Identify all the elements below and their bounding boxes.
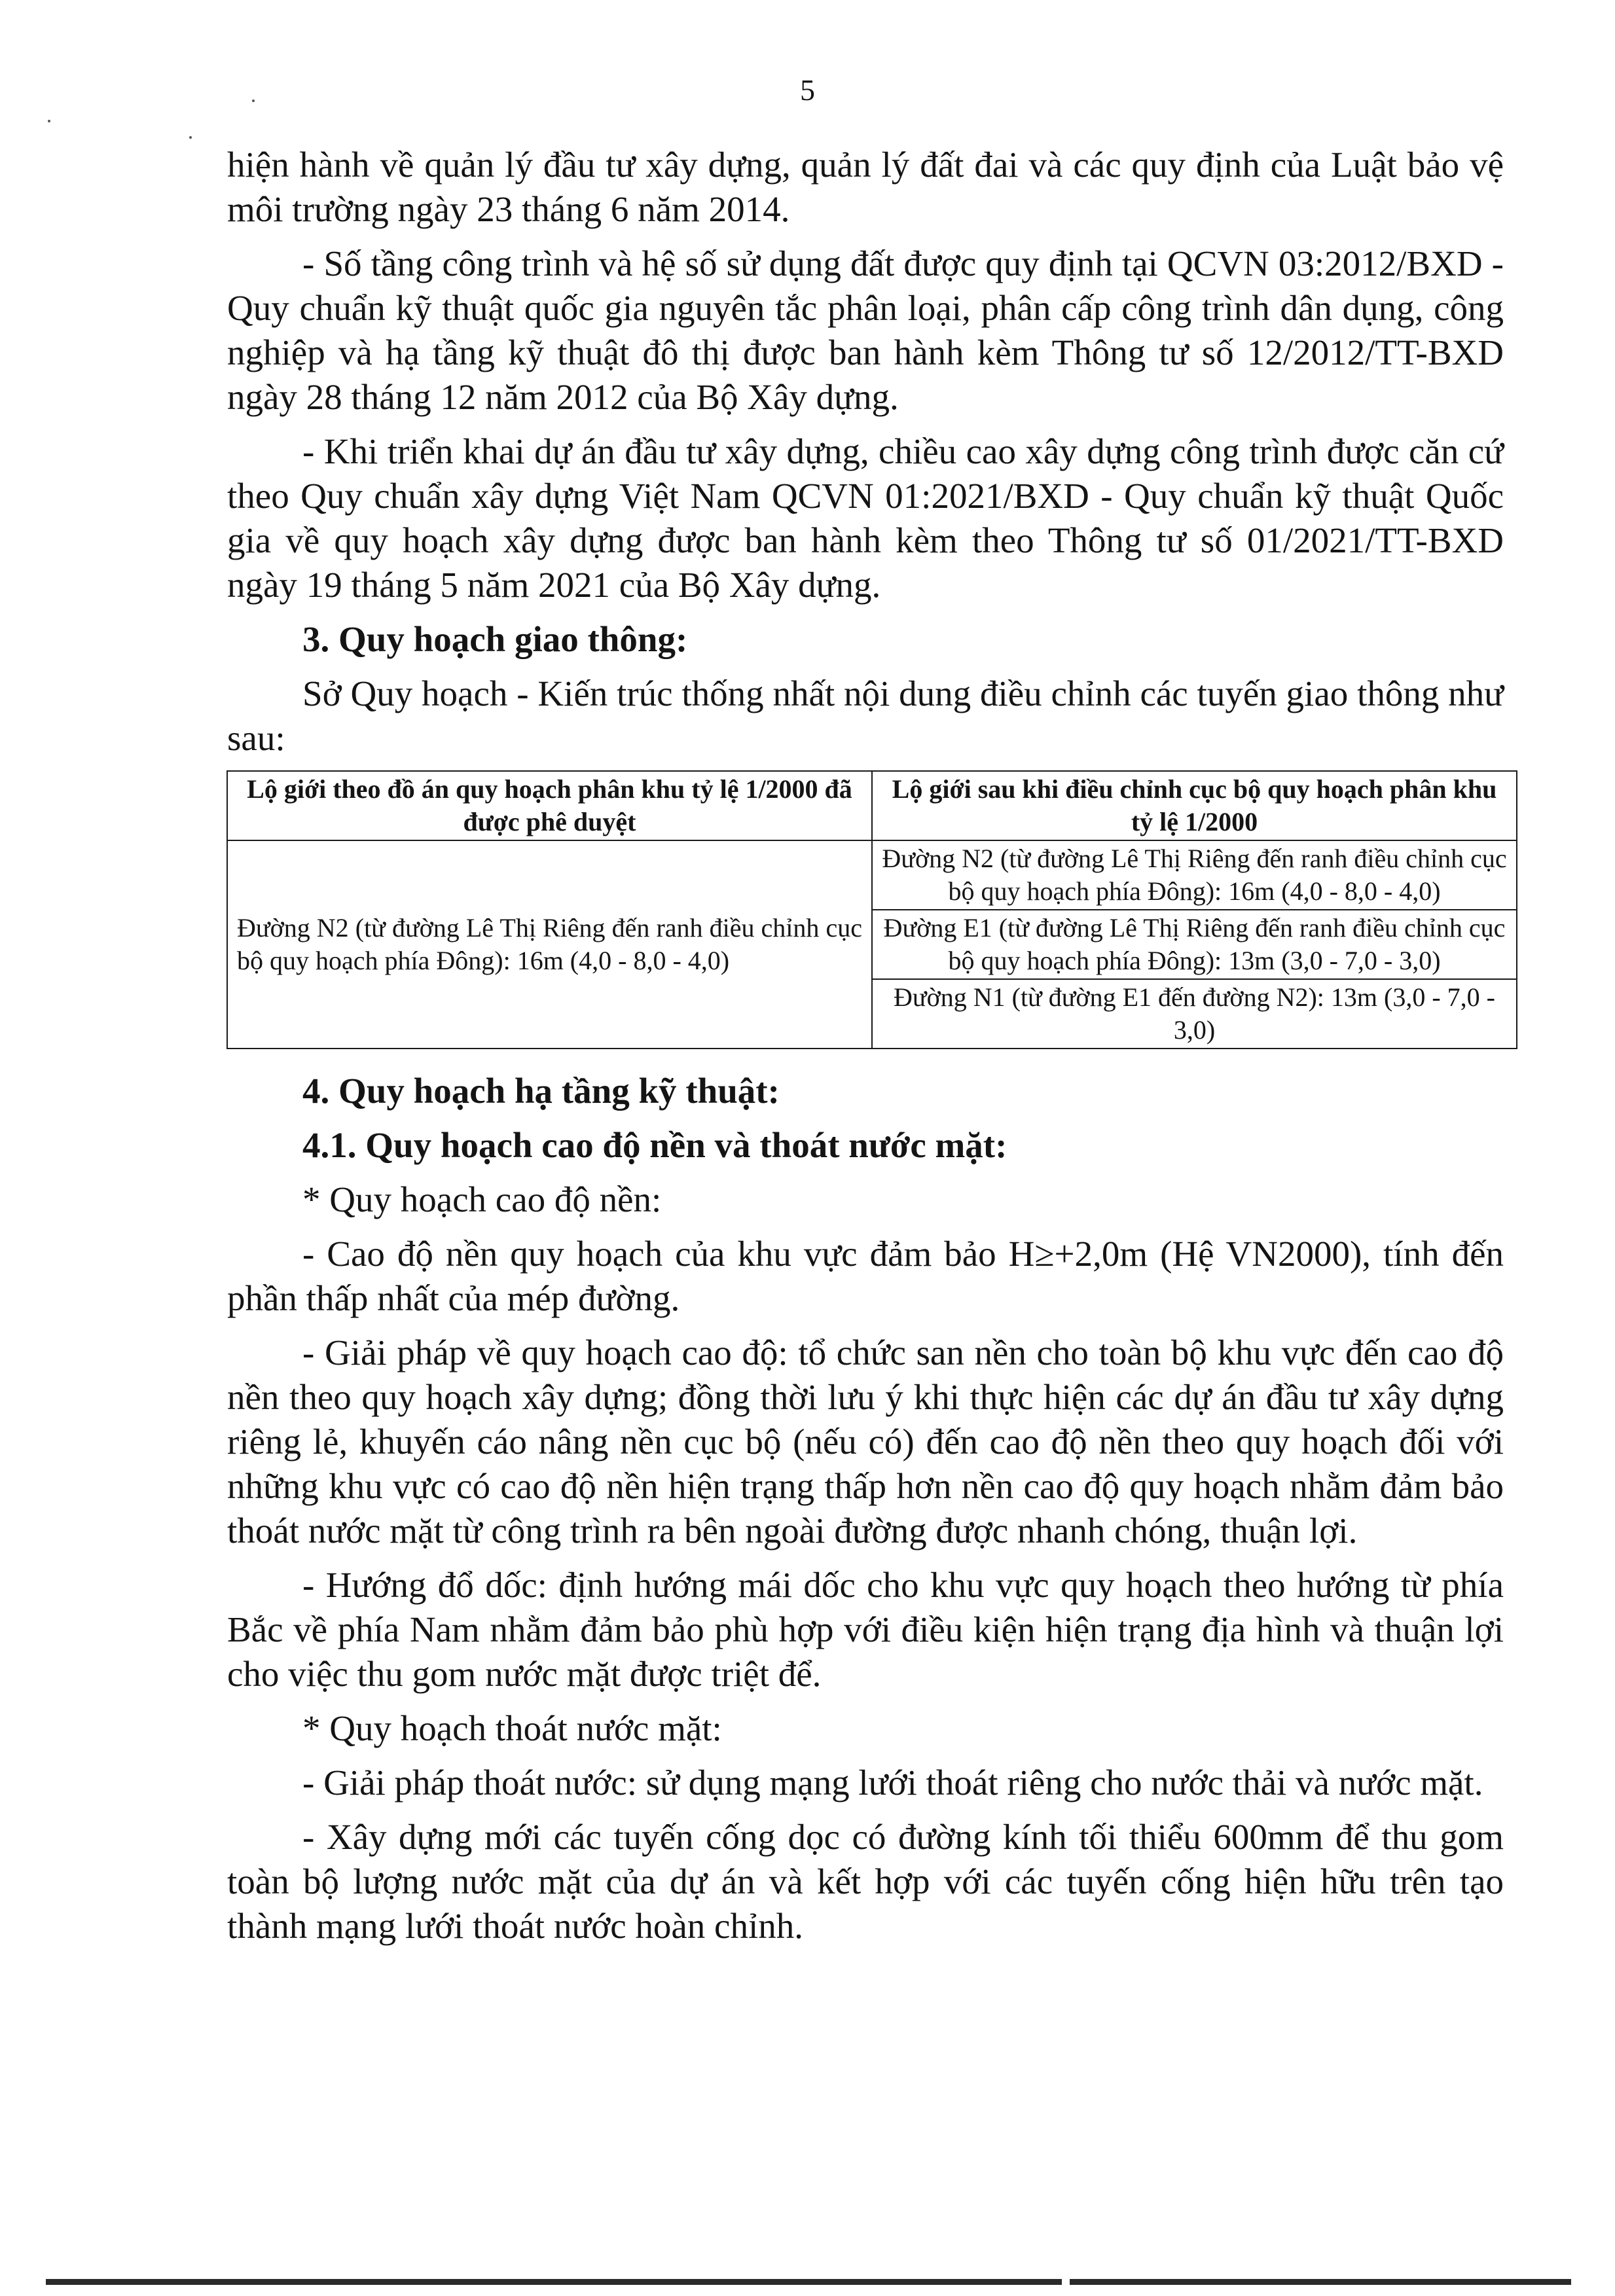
paragraph-continuation: hiện hành về quản lý đầu tư xây dựng, quản lý đất đai và các quy định của Luật bảo vệ môi trường ngày 23 tháng 6 năm 2014. [227,145,1504,229]
table-cell-adjusted-n2: Đường N2 (từ đường Lê Thị Riêng đến ranh điều chỉnh cục bộ quy hoạch phía Đông): 16m (4,0 - 8,0 - 4,0) [872,840,1517,910]
paragraph-cao-do-nen: - Cao độ nền quy hoạch của khu vực đảm bảo H≥+2,0m (Hệ VN2000), tính đến phần thấp nhất của mép đường. [227,1234,1504,1318]
subheading-thoat-nuoc-mat: * Quy hoạch thoát nước mặt: [302,1708,722,1748]
paragraph-huong-do-doc: - Hướng đổ dốc: định hướng mái dốc cho khu vực quy hoạch theo hướng từ phía Bắc về phía Nam nhằm đảm bảo phù hợp với điều kiện hiện trạng địa hình và thuận lợi cho việc thu gom nước mặt được triệt để. [227,1565,1504,1694]
page-number: 5 [800,73,815,107]
paragraph-tuyen-cong: - Xây dựng mới các tuyến cống dọc có đường kính tối thiểu 600mm để thu gom toàn bộ lượng nước mặt của dự án và kết hợp với các tuyến cống hiện hữu trên tạo thành mạng lưới thoát nước hoàn chỉnh. [227,1817,1504,1946]
table-header-row [227,771,1517,840]
document-body [227,143,1507,1958]
bottom-rule [46,2279,1571,2285]
section-4-1-heading: 4.1. Quy hoạch cao độ nền và thoát nước mặt: [302,1125,1007,1165]
section-3-heading: 3. Quy hoạch giao thông: [302,619,688,659]
table-header-approved: Lộ giới theo đồ án quy hoạch phân khu tỷ lệ 1/2000 đã được phê duyệt [227,771,872,840]
section-3-intro: Sở Quy hoạch - Kiến trúc thống nhất nội dung điều chỉnh các tuyến giao thông như sau: [227,673,1504,758]
subheading-cao-do-nen: * Quy hoạch cao độ nền: [302,1179,662,1219]
paragraph-giai-phap-thoat-nuoc: - Giải pháp thoát nước: sử dụng mạng lưới thoát riêng cho nước thải và nước mặt. [302,1763,1483,1803]
table-cell-approved-road: Đường N2 (từ đường Lê Thị Riêng đến ranh điều chỉnh cục bộ quy hoạch phía Đông): 16m (4,0 - 8,0 - 4,0) [227,840,872,1049]
paragraph-so-tang: - Số tầng công trình và hệ số sử dụng đất được quy định tại QCVN 03:2012/BXD - Quy chuẩn kỹ thuật quốc gia nguyên tắc phân loại, phân cấp công trình dân dụng, công nghiệp và hạ tầng kỹ thuật đô thị được ban hành kèm Thông tư số 12/2012/TT-BXD ngày 28 tháng 12 năm 2012 của Bộ Xây dựng. [227,243,1504,417]
section-4-heading: 4. Quy hoạch hạ tầng kỹ thuật: [302,1071,780,1111]
table-cell-adjusted-n1: Đường N1 (từ đường E1 đến đường N2): 13m (3,0 - 7,0 - 3,0) [872,979,1517,1049]
paragraph-chieu-cao: - Khi triển khai dự án đầu tư xây dựng, chiều cao xây dựng công trình được căn cứ theo Quy chuẩn xây dựng Việt Nam QCVN 01:2021/BXD - Quy chuẩn kỹ thuật Quốc gia về quy hoạch xây dựng được ban hành kèm theo Thông tư số 01/2021/TT-BXD ngày 19 tháng 5 năm 2021 của Bộ Xây dựng. [227,431,1504,605]
table-row [227,840,1517,910]
paragraph-giai-phap-cao-do: - Giải pháp về quy hoạch cao độ: tổ chức san nền cho toàn bộ khu vực đến cao độ nền theo quy hoạch xây dựng; đồng thời lưu ý khi thực hiện các dự án đầu tư xây dựng riêng lẻ, khuyến cáo nâng nền cục bộ (nếu có) đến cao độ nền theo quy hoạch đối với những khu vực có cao độ nền hiện trạng thấp hơn nền cao độ quy hoạch nhằm đảm bảo thoát nước mặt từ công trình ra bên ngoài đường được nhanh chóng, thuận lợi. [227,1333,1504,1551]
road-width-table [227,770,1517,1049]
table-header-adjusted: Lộ giới sau khi điều chỉnh cục bộ quy hoạch phân khu tỷ lệ 1/2000 [872,771,1517,840]
table-cell-adjusted-e1: Đường E1 (từ đường Lê Thị Riêng đến ranh điều chỉnh cục bộ quy hoạch phía Đông): 13m (3,0 - 7,0 - 3,0) [872,910,1517,979]
